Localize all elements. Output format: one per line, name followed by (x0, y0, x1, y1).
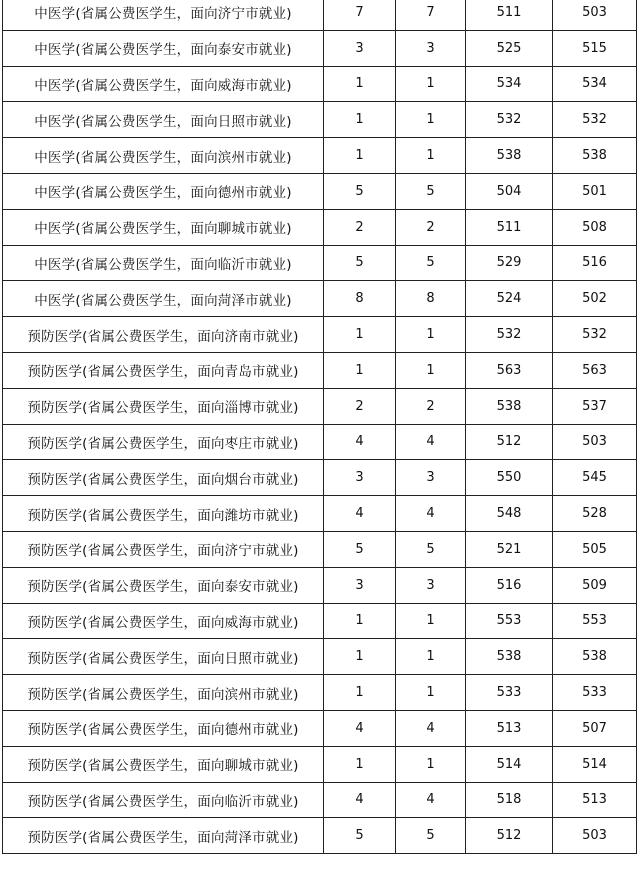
plan-count-cell: 1 (324, 603, 396, 639)
min-score-cell: 513 (553, 782, 637, 818)
table-body (3, 0, 637, 854)
max-score-cell: 538 (466, 138, 553, 174)
major-cell: 中医学(省属公费医学生，面向菏泽市就业) (3, 281, 324, 317)
table-row (3, 531, 637, 567)
max-score-cell: 538 (466, 388, 553, 424)
table-row (3, 567, 637, 603)
admitted-count-cell: 7 (396, 0, 466, 30)
max-score-cell: 512 (466, 818, 553, 854)
min-score-cell: 532 (553, 102, 637, 138)
major-cell: 预防医学(省属公费医学生，面向青岛市就业) (3, 352, 324, 388)
admitted-count-cell: 2 (396, 209, 466, 245)
plan-count-cell: 3 (324, 567, 396, 603)
table-row (3, 0, 637, 30)
plan-count-cell: 1 (324, 317, 396, 353)
max-score-cell: 521 (466, 531, 553, 567)
admitted-count-cell: 4 (396, 496, 466, 532)
admitted-count-cell: 4 (396, 424, 466, 460)
plan-count-cell: 1 (324, 639, 396, 675)
table-row (3, 102, 637, 138)
min-score-cell: 515 (553, 30, 637, 66)
min-score-cell: 514 (553, 746, 637, 782)
admitted-count-cell: 5 (396, 531, 466, 567)
table-row (3, 603, 637, 639)
plan-count-cell: 1 (324, 66, 396, 102)
plan-count-cell: 4 (324, 424, 396, 460)
table-row (3, 639, 637, 675)
admission-table (2, 0, 637, 854)
min-score-cell: 545 (553, 460, 637, 496)
table-row (3, 388, 637, 424)
plan-count-cell: 2 (324, 209, 396, 245)
table-row (3, 710, 637, 746)
admitted-count-cell: 1 (396, 603, 466, 639)
table-row (3, 317, 637, 353)
min-score-cell: 509 (553, 567, 637, 603)
min-score-cell: 538 (553, 138, 637, 174)
max-score-cell: 524 (466, 281, 553, 317)
min-score-cell: 501 (553, 173, 637, 209)
max-score-cell: 548 (466, 496, 553, 532)
plan-count-cell: 5 (324, 818, 396, 854)
table-row (3, 209, 637, 245)
admitted-count-cell: 8 (396, 281, 466, 317)
plan-count-cell: 1 (324, 138, 396, 174)
admitted-count-cell: 4 (396, 710, 466, 746)
min-score-cell: 508 (553, 209, 637, 245)
major-cell: 预防医学(省属公费医学生，面向淄博市就业) (3, 388, 324, 424)
major-cell: 中医学(省属公费医学生，面向临沂市就业) (3, 245, 324, 281)
max-score-cell: 563 (466, 352, 553, 388)
plan-count-cell: 2 (324, 388, 396, 424)
plan-count-cell: 7 (324, 0, 396, 30)
min-score-cell: 533 (553, 675, 637, 711)
admitted-count-cell: 5 (396, 245, 466, 281)
table-row (3, 460, 637, 496)
major-cell: 预防医学(省属公费医学生，面向菏泽市就业) (3, 818, 324, 854)
admitted-count-cell: 1 (396, 639, 466, 675)
admitted-count-cell: 2 (396, 388, 466, 424)
max-score-cell: 538 (466, 639, 553, 675)
max-score-cell: 504 (466, 173, 553, 209)
major-cell: 预防医学(省属公费医学生，面向德州市就业) (3, 710, 324, 746)
major-cell: 预防医学(省属公费医学生，面向临沂市就业) (3, 782, 324, 818)
admitted-count-cell: 5 (396, 173, 466, 209)
major-cell: 中医学(省属公费医学生，面向日照市就业) (3, 102, 324, 138)
admitted-count-cell: 1 (396, 138, 466, 174)
major-cell: 中医学(省属公费医学生，面向威海市就业) (3, 66, 324, 102)
max-score-cell: 511 (466, 0, 553, 30)
plan-count-cell: 3 (324, 460, 396, 496)
admitted-count-cell: 5 (396, 818, 466, 854)
major-cell: 中医学(省属公费医学生，面向滨州市就业) (3, 138, 324, 174)
max-score-cell: 550 (466, 460, 553, 496)
admitted-count-cell: 1 (396, 66, 466, 102)
major-cell: 预防医学(省属公费医学生，面向潍坊市就业) (3, 496, 324, 532)
plan-count-cell: 3 (324, 30, 396, 66)
plan-count-cell: 4 (324, 496, 396, 532)
major-cell: 预防医学(省属公费医学生，面向滨州市就业) (3, 675, 324, 711)
major-cell: 预防医学(省属公费医学生，面向枣庄市就业) (3, 424, 324, 460)
table-row (3, 66, 637, 102)
min-score-cell: 534 (553, 66, 637, 102)
plan-count-cell: 1 (324, 102, 396, 138)
max-score-cell: 532 (466, 102, 553, 138)
min-score-cell: 503 (553, 0, 637, 30)
plan-count-cell: 1 (324, 675, 396, 711)
major-cell: 预防医学(省属公费医学生，面向烟台市就业) (3, 460, 324, 496)
table-row (3, 138, 637, 174)
major-cell: 中医学(省属公费医学生，面向泰安市就业) (3, 30, 324, 66)
plan-count-cell: 4 (324, 710, 396, 746)
plan-count-cell: 1 (324, 352, 396, 388)
max-score-cell: 533 (466, 675, 553, 711)
max-score-cell: 529 (466, 245, 553, 281)
table-row (3, 496, 637, 532)
plan-count-cell: 5 (324, 173, 396, 209)
max-score-cell: 553 (466, 603, 553, 639)
min-score-cell: 507 (553, 710, 637, 746)
plan-count-cell: 8 (324, 281, 396, 317)
major-cell: 中医学(省属公费医学生，面向聊城市就业) (3, 209, 324, 245)
admitted-count-cell: 4 (396, 782, 466, 818)
table-row (3, 818, 637, 854)
table-row (3, 245, 637, 281)
admitted-count-cell: 1 (396, 102, 466, 138)
plan-count-cell: 1 (324, 746, 396, 782)
min-score-cell: 532 (553, 317, 637, 353)
plan-count-cell: 5 (324, 245, 396, 281)
min-score-cell: 502 (553, 281, 637, 317)
min-score-cell: 505 (553, 531, 637, 567)
admitted-count-cell: 1 (396, 352, 466, 388)
max-score-cell: 525 (466, 30, 553, 66)
table-row (3, 424, 637, 460)
max-score-cell: 511 (466, 209, 553, 245)
admitted-count-cell: 1 (396, 317, 466, 353)
max-score-cell: 514 (466, 746, 553, 782)
admitted-count-cell: 1 (396, 746, 466, 782)
major-cell: 中医学(省属公费医学生，面向济宁市就业) (3, 0, 324, 30)
max-score-cell: 516 (466, 567, 553, 603)
major-cell: 预防医学(省属公费医学生，面向济南市就业) (3, 317, 324, 353)
major-cell: 预防医学(省属公费医学生，面向威海市就业) (3, 603, 324, 639)
major-cell: 预防医学(省属公费医学生，面向泰安市就业) (3, 567, 324, 603)
min-score-cell: 503 (553, 424, 637, 460)
major-cell: 预防医学(省属公费医学生，面向聊城市就业) (3, 746, 324, 782)
plan-count-cell: 4 (324, 782, 396, 818)
max-score-cell: 532 (466, 317, 553, 353)
table-row (3, 30, 637, 66)
admitted-count-cell: 3 (396, 567, 466, 603)
major-cell: 预防医学(省属公费医学生，面向济宁市就业) (3, 531, 324, 567)
major-cell: 中医学(省属公费医学生，面向德州市就业) (3, 173, 324, 209)
table-row (3, 281, 637, 317)
max-score-cell: 518 (466, 782, 553, 818)
min-score-cell: 528 (553, 496, 637, 532)
min-score-cell: 503 (553, 818, 637, 854)
admitted-count-cell: 1 (396, 675, 466, 711)
min-score-cell: 538 (553, 639, 637, 675)
min-score-cell: 516 (553, 245, 637, 281)
admitted-count-cell: 3 (396, 460, 466, 496)
max-score-cell: 534 (466, 66, 553, 102)
table-row (3, 746, 637, 782)
min-score-cell: 537 (553, 388, 637, 424)
table-row (3, 352, 637, 388)
plan-count-cell: 5 (324, 531, 396, 567)
major-cell: 预防医学(省属公费医学生，面向日照市就业) (3, 639, 324, 675)
table-row (3, 782, 637, 818)
table-row (3, 675, 637, 711)
admitted-count-cell: 3 (396, 30, 466, 66)
table-row (3, 173, 637, 209)
max-score-cell: 513 (466, 710, 553, 746)
min-score-cell: 553 (553, 603, 637, 639)
max-score-cell: 512 (466, 424, 553, 460)
min-score-cell: 563 (553, 352, 637, 388)
